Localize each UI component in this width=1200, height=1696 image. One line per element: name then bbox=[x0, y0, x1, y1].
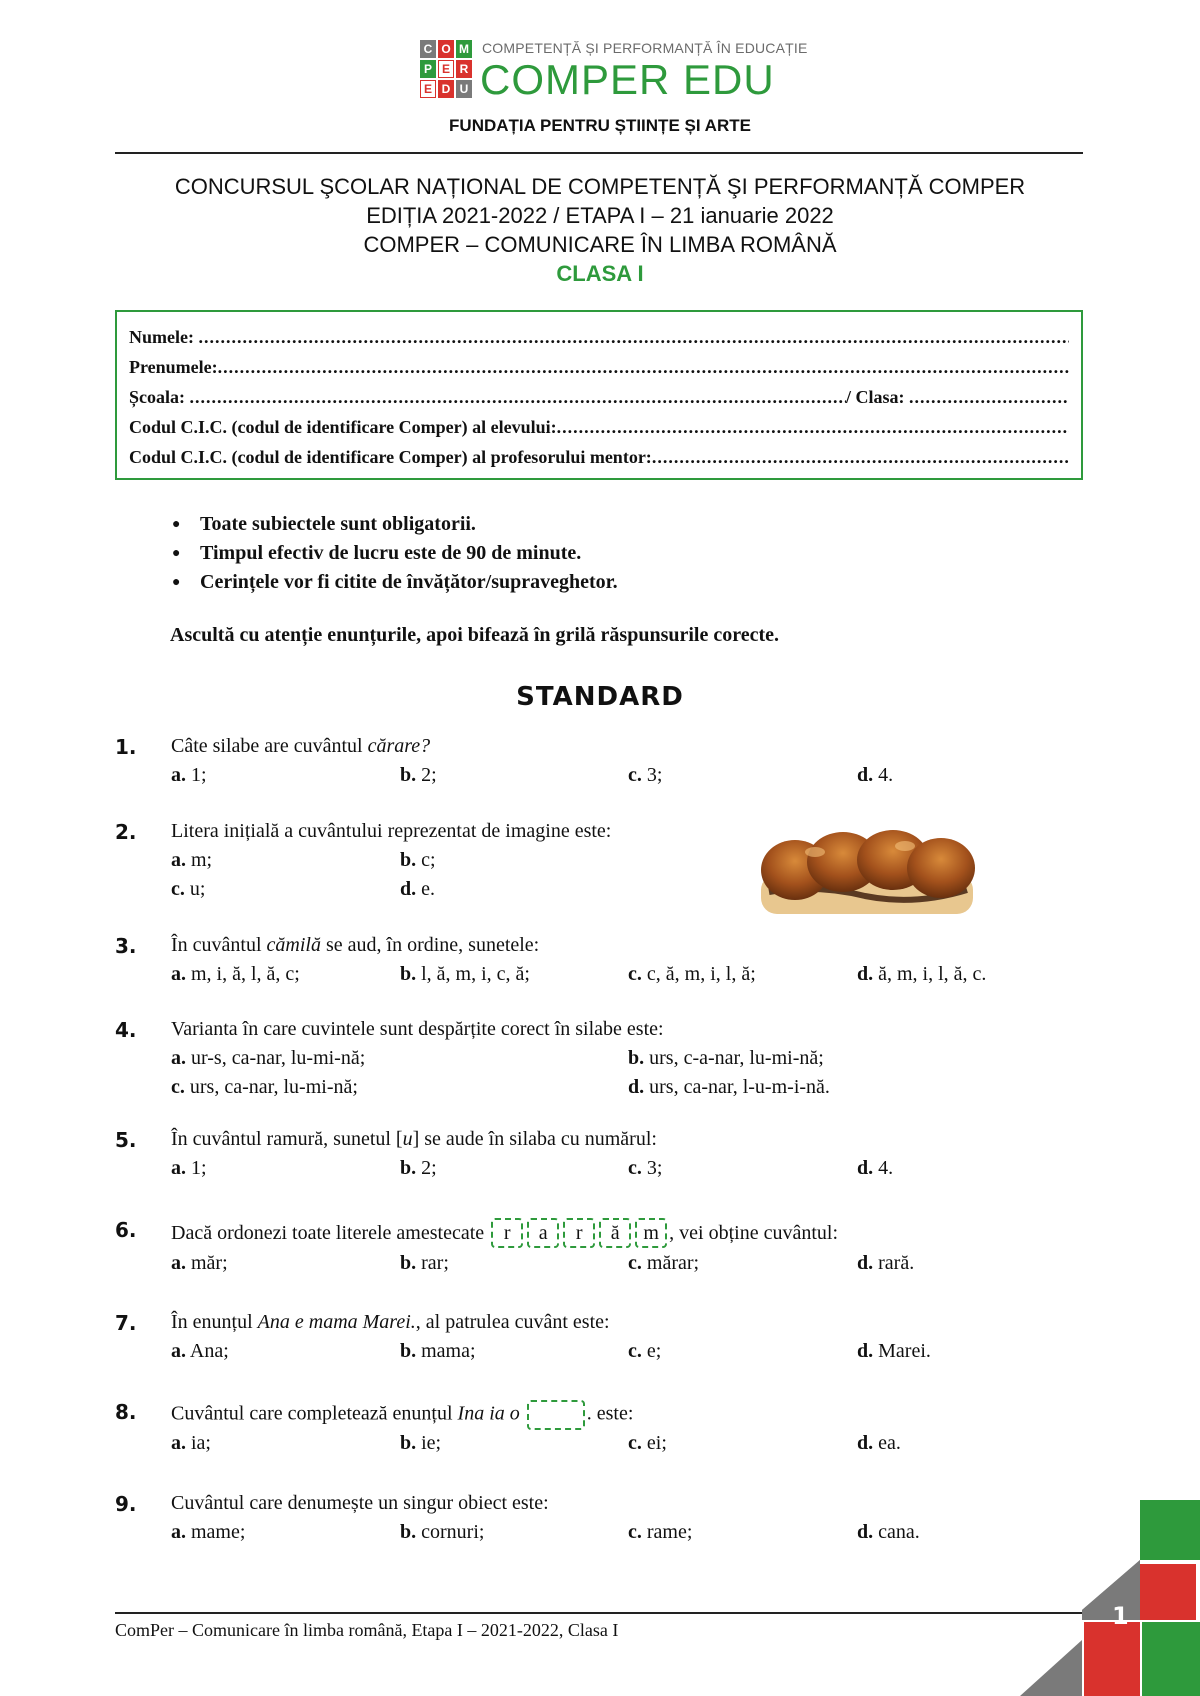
question-number: 5. bbox=[115, 1128, 137, 1152]
option-b[interactable]: b. c; bbox=[400, 849, 436, 871]
question-text: Cuvântul care completează enunțul Ina ia o . este: bbox=[171, 1400, 633, 1430]
logo-wordmark: COMPER EDU bbox=[480, 56, 775, 103]
option-b[interactable]: b. 2; bbox=[400, 764, 437, 786]
teacher-code-label: Codul C.I.C. (codul de identificare Comper) al profesorului mentor: bbox=[129, 446, 652, 467]
name-field[interactable] bbox=[198, 327, 1069, 348]
option-c[interactable]: c. 3; bbox=[628, 764, 663, 786]
option-c[interactable]: c. c, ă, m, i, l, ă; bbox=[628, 963, 756, 985]
question-text: În cuvântul cămilă se aud, în ordine, sunetele: bbox=[171, 934, 540, 956]
option-b[interactable]: b. 2; bbox=[400, 1157, 437, 1179]
option-c[interactable]: c. mărar; bbox=[628, 1252, 700, 1274]
option-a[interactable]: a. ia; bbox=[171, 1432, 211, 1454]
option-d[interactable]: d. rară. bbox=[857, 1252, 915, 1274]
rule-item: ● Toate subiectele sunt obligatorii. bbox=[170, 510, 618, 539]
question-number: 7. bbox=[115, 1311, 137, 1335]
teacher-code-row[interactable] bbox=[129, 442, 1069, 472]
option-c[interactable]: c. urs, ca-nar, lu-mi-nă; bbox=[171, 1076, 358, 1098]
option-a[interactable]: a. mame; bbox=[171, 1521, 246, 1543]
rules-list bbox=[170, 510, 618, 597]
surname-label: Prenumele: bbox=[129, 356, 218, 377]
logo-tagline: COMPETENȚĂ ȘI PERFORMANȚĂ ÎN EDUCAȚIE bbox=[482, 40, 808, 56]
question-text: Varianta în care cuvintele sunt despărțite corect în silabe este: bbox=[171, 1018, 664, 1040]
option-a[interactable]: a. 1; bbox=[171, 1157, 207, 1179]
question-text: Litera inițială a cuvântului reprezentat de imagine este: bbox=[171, 820, 612, 842]
page-number: 1 bbox=[1112, 1602, 1129, 1630]
school-label: Școala: bbox=[129, 386, 185, 407]
option-b[interactable]: b. mama; bbox=[400, 1340, 476, 1362]
option-d[interactable]: d. urs, ca-nar, l-u-m-i-nă. bbox=[628, 1076, 830, 1098]
question-number: 9. bbox=[115, 1492, 137, 1516]
footer-text: ComPer – Comunicare în limba română, Etapa I – 2021-2022, Clasa I bbox=[115, 1620, 619, 1640]
logo-cell: E bbox=[438, 60, 454, 78]
name-label: Numele: bbox=[129, 326, 194, 347]
section-title: STANDARD bbox=[516, 682, 684, 712]
logo-cell: C bbox=[420, 40, 436, 58]
letter-box: r bbox=[563, 1218, 595, 1248]
school-field[interactable] bbox=[190, 387, 847, 408]
option-c[interactable]: c. ei; bbox=[628, 1432, 667, 1454]
question-text: Câte silabe are cuvântul cărare? bbox=[171, 735, 431, 757]
option-b[interactable]: b. cornuri; bbox=[400, 1521, 485, 1543]
option-c[interactable]: c. rame; bbox=[628, 1521, 693, 1543]
bread-image bbox=[755, 826, 980, 922]
option-c[interactable]: c. u; bbox=[171, 878, 206, 900]
question-text: În cuvântul ramură, sunetul [u] se aude în silaba cu numărul: bbox=[171, 1128, 657, 1150]
question-number: 3. bbox=[115, 934, 137, 958]
option-a[interactable]: a. m; bbox=[171, 849, 213, 871]
rule-item: ● Cerințele vor fi citite de învățător/supraveghetor. bbox=[170, 568, 618, 597]
option-a[interactable]: a. măr; bbox=[171, 1252, 228, 1274]
header-divider bbox=[115, 152, 1083, 154]
contest-title-block bbox=[0, 172, 1200, 288]
option-a[interactable]: a. Ana; bbox=[171, 1340, 229, 1362]
comper-logo-mark bbox=[420, 40, 472, 98]
option-a[interactable]: a. m, i, ă, l, ă, c; bbox=[171, 963, 300, 985]
letter-box: m bbox=[635, 1218, 667, 1248]
student-code-row[interactable] bbox=[129, 412, 1069, 442]
foundation-name: FUNDAȚIA PENTRU ȘTIINȚE ȘI ARTE bbox=[449, 116, 751, 135]
option-d[interactable]: d. cana. bbox=[857, 1521, 920, 1543]
surname-field[interactable] bbox=[218, 357, 1069, 378]
logo-cell: D bbox=[438, 80, 454, 98]
option-b[interactable]: b. rar; bbox=[400, 1252, 449, 1274]
class-field[interactable] bbox=[909, 387, 1069, 408]
question-number: 4. bbox=[115, 1018, 137, 1042]
question-number: 2. bbox=[115, 820, 137, 844]
letter-box: ă bbox=[599, 1218, 631, 1248]
surname-row[interactable] bbox=[129, 352, 1069, 382]
rule-item: ● Timpul efectiv de lucru este de 90 de minute. bbox=[170, 539, 618, 568]
contest-title: CONCURSUL ŞCOLAR NAȚIONAL DE COMPETENȚĂ ŞI PERFORMANȚĂ COMPER bbox=[174, 174, 1026, 199]
student-code-label: Codul C.I.C. (codul de identificare Comper) al elevului: bbox=[129, 416, 557, 437]
logo-cell: M bbox=[456, 40, 472, 58]
option-a[interactable]: a. 1; bbox=[171, 764, 207, 786]
question-text: Cuvântul care denumește un singur obiect este: bbox=[171, 1492, 549, 1514]
question-number: 8. bbox=[115, 1400, 137, 1424]
corner-decoration bbox=[1020, 1500, 1200, 1696]
option-c[interactable]: c. 3; bbox=[628, 1157, 663, 1179]
subject-line: COMPER – COMUNICARE ÎN LIMBA ROMÂNĂ bbox=[363, 232, 837, 257]
logo-cell: R bbox=[456, 60, 472, 78]
option-d[interactable]: d. 4. bbox=[857, 764, 894, 786]
name-row[interactable] bbox=[129, 322, 1069, 352]
teacher-code-field[interactable] bbox=[652, 447, 1069, 468]
student-id-form bbox=[115, 310, 1083, 480]
edition-line: EDIȚIA 2021-2022 / ETAPA I – 21 ianuarie 2022 bbox=[366, 203, 834, 228]
letter-box: r bbox=[491, 1218, 523, 1248]
instruction-text: Ascultă cu atenție enunțurile, apoi bifează în grilă răspunsurile corecte. bbox=[170, 624, 780, 646]
class-label: / Clasa: bbox=[846, 386, 905, 407]
option-d[interactable]: d. ă, m, i, l, ă, c. bbox=[857, 963, 987, 985]
question-text: În enunțul Ana e mama Marei., al patrulea cuvânt este: bbox=[171, 1311, 610, 1333]
footer-divider bbox=[115, 1612, 1105, 1614]
letter-box: a bbox=[527, 1218, 559, 1248]
option-d[interactable]: d. ea. bbox=[857, 1432, 901, 1454]
option-d[interactable]: d. Marei. bbox=[857, 1340, 931, 1362]
option-d[interactable]: d. 4. bbox=[857, 1157, 894, 1179]
student-code-field[interactable] bbox=[557, 417, 1069, 438]
option-b[interactable]: b. ie; bbox=[400, 1432, 442, 1454]
logo-cell: P bbox=[420, 60, 436, 78]
option-b[interactable]: b. l, ă, m, i, c, ă; bbox=[400, 963, 530, 985]
question-text: Dacă ordonezi toate literele amestecate r a r ă m , vei obține cuvântul: bbox=[171, 1218, 838, 1248]
option-b[interactable]: b. urs, c-a-nar, lu-mi-nă; bbox=[628, 1047, 824, 1069]
school-row[interactable] bbox=[129, 382, 1069, 412]
question-number: 1. bbox=[115, 735, 137, 759]
option-c[interactable]: c. e; bbox=[628, 1340, 662, 1362]
logo-cell: U bbox=[456, 80, 472, 98]
grade-label: CLASA I bbox=[556, 261, 644, 286]
blank-box[interactable] bbox=[527, 1400, 585, 1430]
logo-cell: O bbox=[438, 40, 454, 58]
logo-cell: E bbox=[420, 80, 436, 98]
option-a[interactable]: a. ur-s, ca-nar, lu-mi-nă; bbox=[171, 1047, 366, 1069]
question-number: 6. bbox=[115, 1218, 137, 1242]
option-d[interactable]: d. e. bbox=[400, 878, 436, 900]
